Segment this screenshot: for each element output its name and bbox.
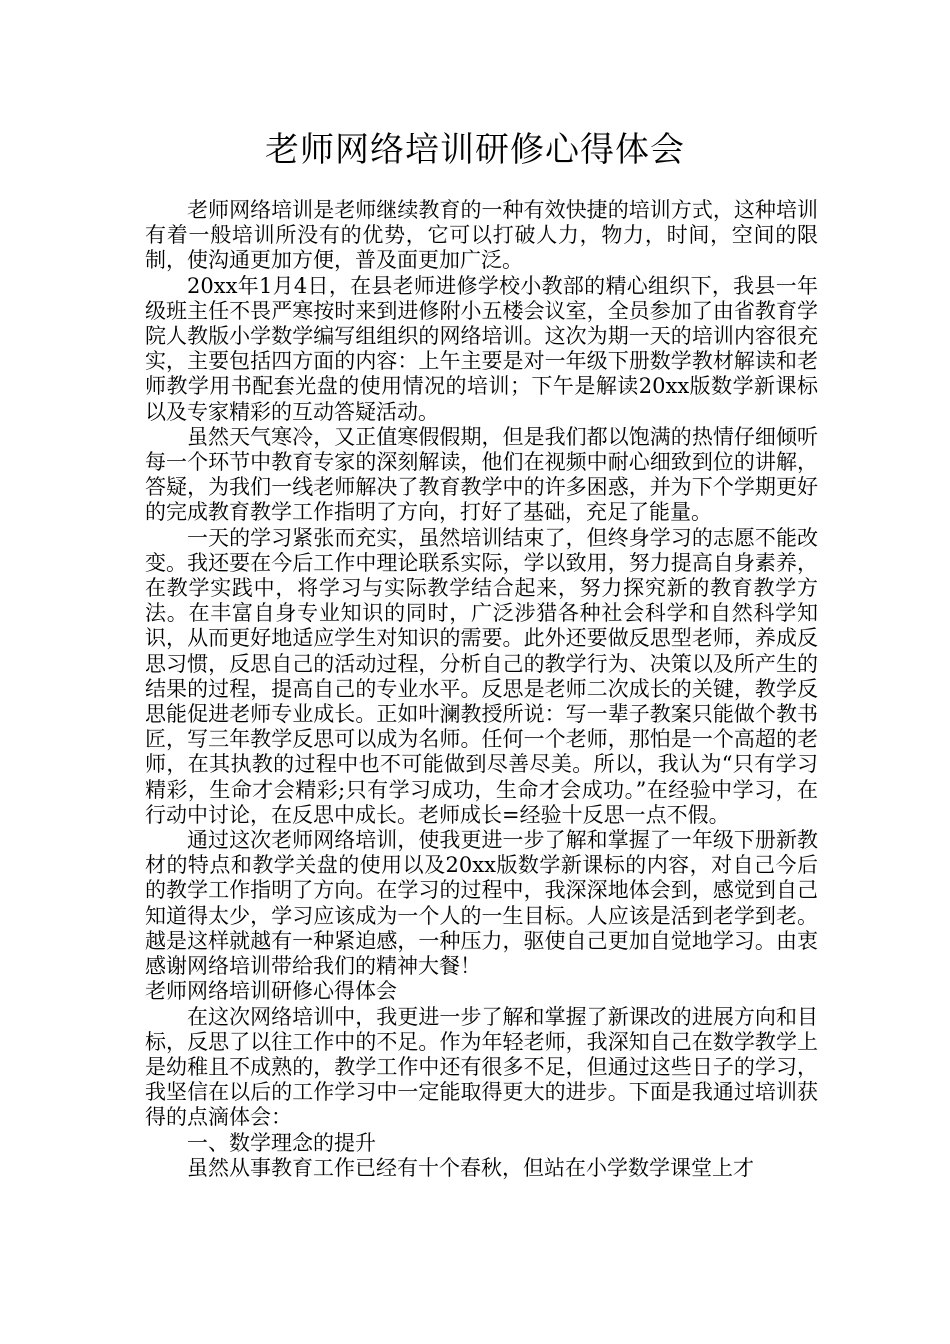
paragraph-continuation: 虽然从事教育工作已经有十个春秋，但站在小学数学课堂上才 [187,1155,754,1180]
document-title: 老师网络培训研修心得体会 [265,130,685,170]
paragraph-second-essay-intro: 在这次网络培训中，我更进一步了解和掌握了新课改的进展方向和目标，反思了以往工作中的不足。作为年轻老师，我深知自己在数学教学上是幼稚且不成熟的，教学工作中还有很多不足，但通过这些日子的学习，我坚信在以后的工作学习中一定能取得更大的进步。下面是我通过培训获得的点滴体会： [145,1004,818,1130]
paragraph-conclusion: 通过这次老师网络培训，使我更进一步了解和掌握了一年级下册新教材的特点和教学关盘的使用以及20xx版数学新课标的内容，对自己今后的教学工作指明了方向。在学习的过程中，我深深地体会到，感觉到自己知道得太少，学习应该成为一个人的一生目标。人应该是活到老学到老。越是这样就越有一种紧迫感，一种压力，驱使自己更加自觉地学习。由衷感谢网络培训带给我们的精神大餐！ [145,828,818,979]
section-heading: 老师网络培训研修心得体会 [145,979,397,1004]
paragraph-weather: 虽然天气寒冷，又正值寒假假期，但是我们都以饱满的热情仔细倾听每一个环节中教育专家的深刻解读，他们在视频中耐心细致到位的讲解，答疑，为我们一线老师解决了教育教学中的许多困惑，并为下个学期更好的完成教育教学工作指明了方向，打好了基础，充足了能量。 [145,424,818,525]
document-body [145,198,818,1181]
paragraph-lifelong-learning: 一天的学习紧张而充实，虽然培训结束了，但终身学习的志愿不能改变。我还要在今后工作中理论联系实际，学以致用，努力提高自身素养，在教学实践中，将学习与实际教学结合起来，努力探究新的教育教学方法。在丰富自身专业知识的同时，广泛涉猎各种社会科学和自然科学知识，从而更好地适应学生对知识的需要。此外还要做反思型老师，养成反思习惯，反思自己的活动过程，分析自己的教学行为、决策以及所产生的结果的过程，提高自己的专业水平。反思是老师二次成长的关键，教学反思能促进老师专业成长。正如叶澜教授所说：写一辈子教案只能做个教书匠，写三年教学反思可以成为名师。任何一个老师，那怕是一个高超的老师，在其执教的过程中也不可能做到尽善尽美。所以，我认为“只有学习精彩，生命才会精彩;只有学习成功，生命才会成功。”在经验中学习，在行动中讨论，在反思中成长。老师成长=经验十反思一点不假。 [145,525,818,827]
paragraph-training-event: 20xx年1月4日，在县老师进修学校小教部的精心组织下，我县一年级班主任不畏严寒按时来到进修附小五楼会议室，全员参加了由省教育学院人教版小学数学编写组组织的网络培训。这次为期一天的培训内容很充实，主要包括四方面的内容：上午主要是对一年级下册数学教材解读和老师教学用书配套光盘的使用情况的培训；下午是解读20xx版数学新课标以及专家精彩的互动答疑活动。 [145,273,818,424]
paragraph-intro: 老师网络培训是老师继续教育的一种有效快捷的培训方式，这种培训有着一般培训所没有的优势，它可以打破人力，物力，时间，空间的限制，使沟通更加方便，普及面更加广泛。 [145,198,818,273]
subheading-math-concept: 一、数学理念的提升 [187,1130,376,1155]
